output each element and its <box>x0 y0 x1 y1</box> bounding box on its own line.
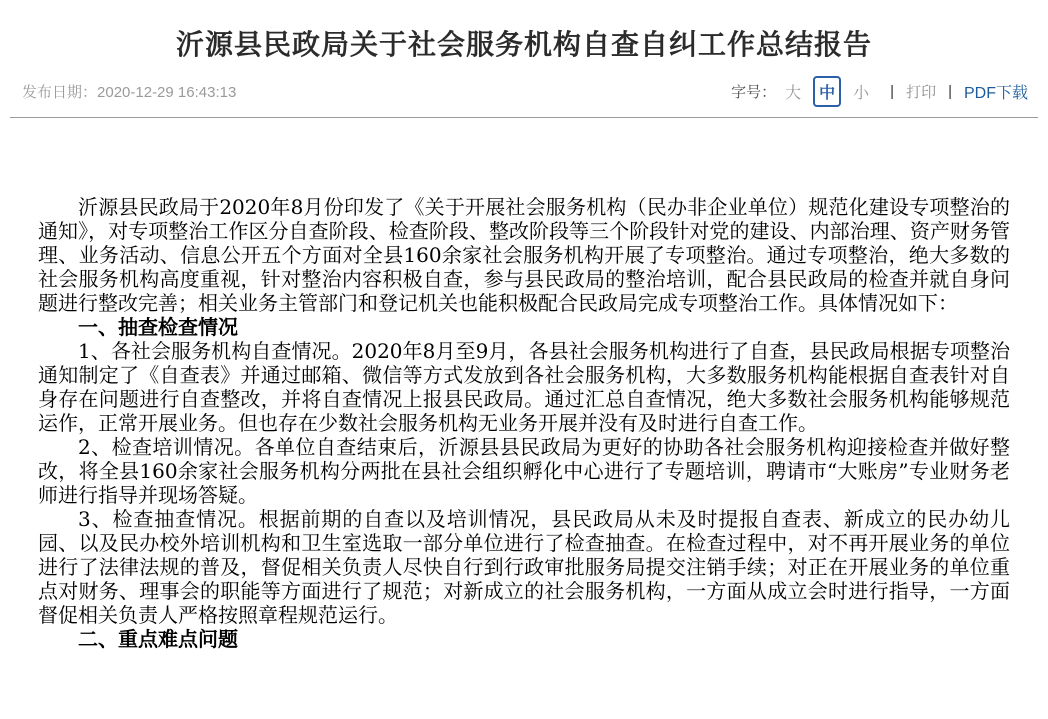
article-heading: 一、抽查检查情况 <box>78 315 238 339</box>
font-size-label: 字号： <box>731 83 777 101</box>
document-page <box>0 27 1048 719</box>
page-title: 沂源县民政局关于社会服务机构自查自纠工作总结报告 <box>175 29 872 60</box>
font-size-medium-button[interactable]: 中 <box>813 76 841 107</box>
toolbar <box>731 76 1028 107</box>
article-heading: 二、重点难点问题 <box>78 627 238 651</box>
toolbar-divider: | <box>948 82 952 100</box>
publish-date-value: 2020-12-29 16:43:13 <box>97 83 237 101</box>
article-paragraph: 2、检查培训情况。各单位自查结束后，沂源县县民政局为更好的协助各社会服务机构迎接检查并做好整改，将全县160余家社会服务机构分两批在县社会组织孵化中心进行了专题培训，聘请市“大账房”专业财务老师进行指导并现场答疑。 <box>38 435 1010 507</box>
font-size-large-button[interactable]: 大 <box>785 84 802 102</box>
meta-row <box>0 77 1048 105</box>
header-divider-line <box>10 117 1038 118</box>
publish-date <box>22 81 236 102</box>
article-paragraph: 沂源县民政局于2020年8月份印发了《关于开展社会服务机构（民办非企业单位）规范化建设专项整治的通知》，对专项整治工作区分自查阶段、检查阶段、整改阶段等三个阶段针对党的建设、内部治理、资产财务管理、业务活动、信息公开五个方面对全县160余家社会服务机构开展了专项整治。通过专项整治，绝大多数的社会服务机构高度重视，针对整治内容积极自查，参与县民政局的整治培训，配合县民政局的检查并就自身问题进行整改完善；相关业务主管部门和登记机关也能积极配合民政局完成专项整治工作。具体情况如下： <box>38 195 1010 315</box>
publish-date-label: 发布日期： <box>22 83 98 101</box>
article-paragraph: 3、检查抽查情况。根据前期的自查以及培训情况，县民政局从未及时提报自查表、新成立的民办幼儿园、以及民办校外培训机构和卫生室选取一部分单位进行了检查抽查。在检查过程中，对不再开展业务的单位进行了法律法规的普及，督促相关负责人尽快自行到行政审批服务局提交注销手续；对正在开展业务的单位重点对财务、理事会的职能等方面进行了规范；对新成立的社会服务机构，一方面从成立会时进行指导，一方面督促相关负责人严格按照章程规范运行。 <box>38 507 1010 627</box>
article-paragraph: 1、各社会服务机构自查情况。2020年8月至9月，各县社会服务机构进行了自查，县民政局根据专项整治通知制定了《自查表》并通过邮箱、微信等方式发放到各社会服务机构，大多数服务机构能根据自查表针对自身存在问题进行自查整改，并将自查情况上报县民政局。通过汇总自查情况，绝大多数社会服务机构能够规范运作，正常开展业务。但也存在少数社会服务机构无业务开展并没有及时进行自查工作。 <box>38 339 1010 435</box>
font-size-small-button[interactable]: 小 <box>853 84 870 102</box>
toolbar-divider: | <box>890 82 895 100</box>
print-button[interactable]: 打印 <box>906 83 937 101</box>
pdf-download-button[interactable]: PDF下载 <box>963 84 1028 102</box>
article-body <box>0 195 1048 651</box>
